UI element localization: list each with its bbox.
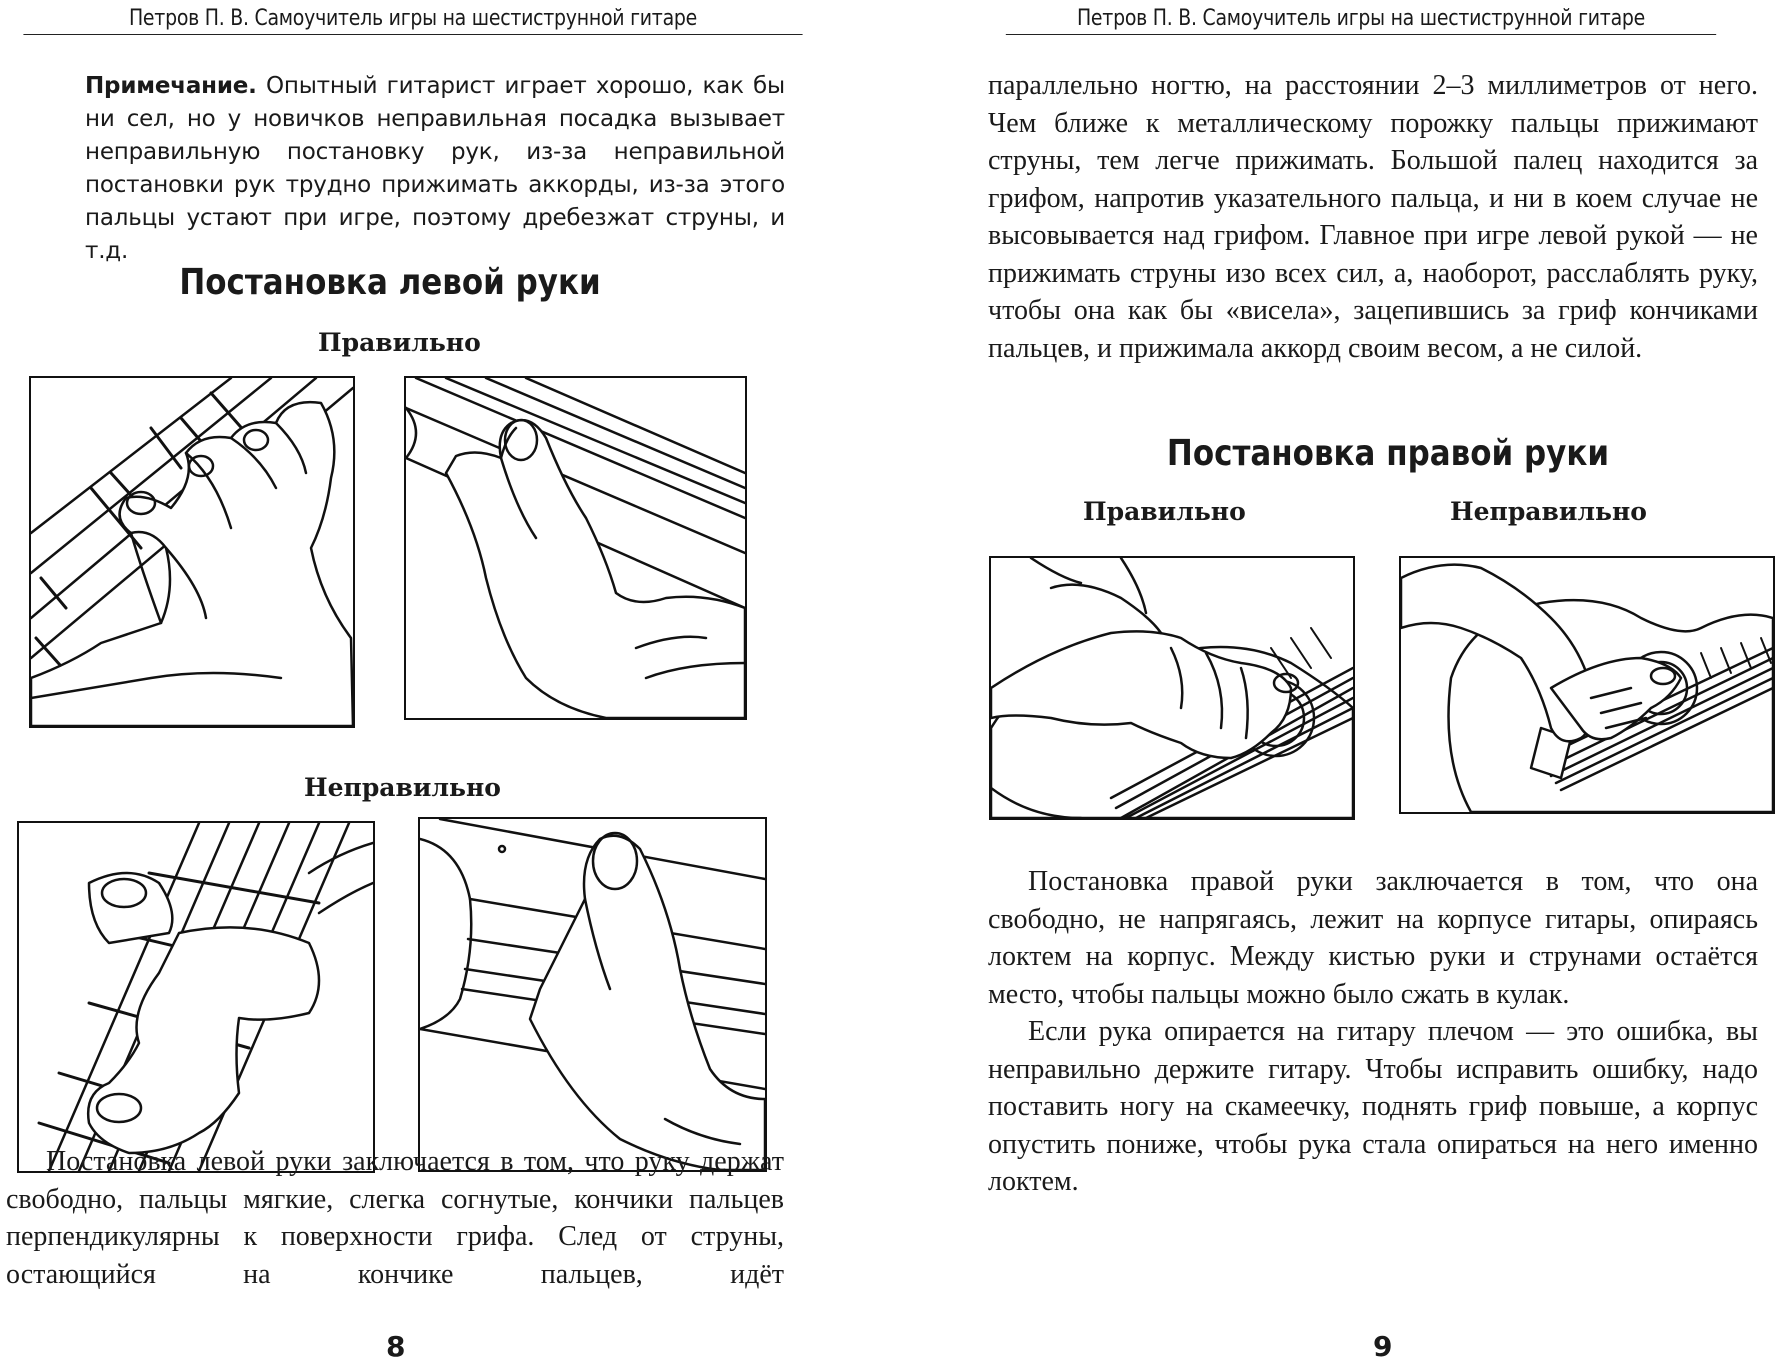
left-hand-incorrect-back-illustration — [418, 817, 767, 1172]
running-header-left: Петров П. В. Самоучитель игры на шестиструнной гитаре — [23, 4, 802, 35]
right-hand-paragraph-2: Если рука опирается на гитару плечом — это ошибка, вы неправильно держите гитару. Чтобы исправить ошибку, надо поставить ногу на скамеечку, поднять гриф повыше, а корпус опустить пониже, чтобы рука стала опираться на него именно локтем. — [988, 1016, 1758, 1197]
left-hand-paragraph-text: Постановка левой руки заключается в том, что руку держат свободно, пальцы мягкие, слегка согнутые, кончики пальцев перпендикулярны к поверхности грифа. След от струны, остающийся на кончике пальцев, идёт — [6, 1146, 784, 1290]
right-hand-incorrect-illustration — [1399, 556, 1775, 814]
left-hand-correct-back-illustration — [404, 376, 747, 720]
page-number-right: 9 — [1373, 1330, 1393, 1363]
right-correct-label: Правильно — [1083, 497, 1246, 526]
left-hand-paragraph — [6, 1143, 784, 1293]
left-hand-correct-front-illustration — [29, 376, 355, 728]
right-hand-paragraphs — [988, 863, 1758, 1201]
left-hand-heading: Постановка левой руки — [179, 262, 601, 303]
right-page — [888, 0, 1776, 1365]
note-label: Примечание. — [85, 73, 257, 99]
running-header-right: Петров П. В. Самоучитель игры на шестиструнной гитаре — [1006, 4, 1716, 35]
note-paragraph — [85, 70, 785, 268]
left-correct-label: Правильно — [318, 328, 481, 357]
note-text: Опытный гитарист играет хорошо, как бы ни сел, но у новичков неправильная посадка вызывает неправильную постановку рук, из-за неправильной постановки рук трудно прижимать аккорды, из-за этого пальцы устают при игре, поэтому дребезжат струны, и т.д. — [85, 73, 785, 264]
continuation-paragraph — [988, 67, 1758, 367]
right-hand-correct-illustration — [989, 556, 1355, 820]
right-hand-paragraph-1: Постановка правой руки заключается в том, что она свободно, не напрягаясь, лежит на корпусе гитары, опираясь локтем на корпус. Между кистью руки и струнами остаётся место, чтобы пальцы можно было сжать в кулак. — [988, 866, 1758, 1010]
right-incorrect-label: Неправильно — [1450, 497, 1647, 526]
continuation-text: параллельно ногтю, на расстоянии 2–3 миллиметров от него. Чем ближе к металлическому порожку пальцы прижимают струны, тем легче прижимать. Большой палец находится за грифом, напротив указательного пальца, и ни в коем случае не высовывается над грифом. Главное при игре левой рукой — не прижимать струны изо всех сил, а, наоборот, расслаблять руку, чтобы она как бы «висела», зацепившись за гриф кончиками пальцев, и прижимала аккорд своим весом, а не силой. — [988, 70, 1758, 364]
right-hand-heading: Постановка правой руки — [1166, 433, 1610, 474]
page-number-left: 8 — [386, 1330, 406, 1363]
left-hand-incorrect-front-illustration — [17, 821, 375, 1173]
left-incorrect-label: Неправильно — [304, 773, 501, 802]
